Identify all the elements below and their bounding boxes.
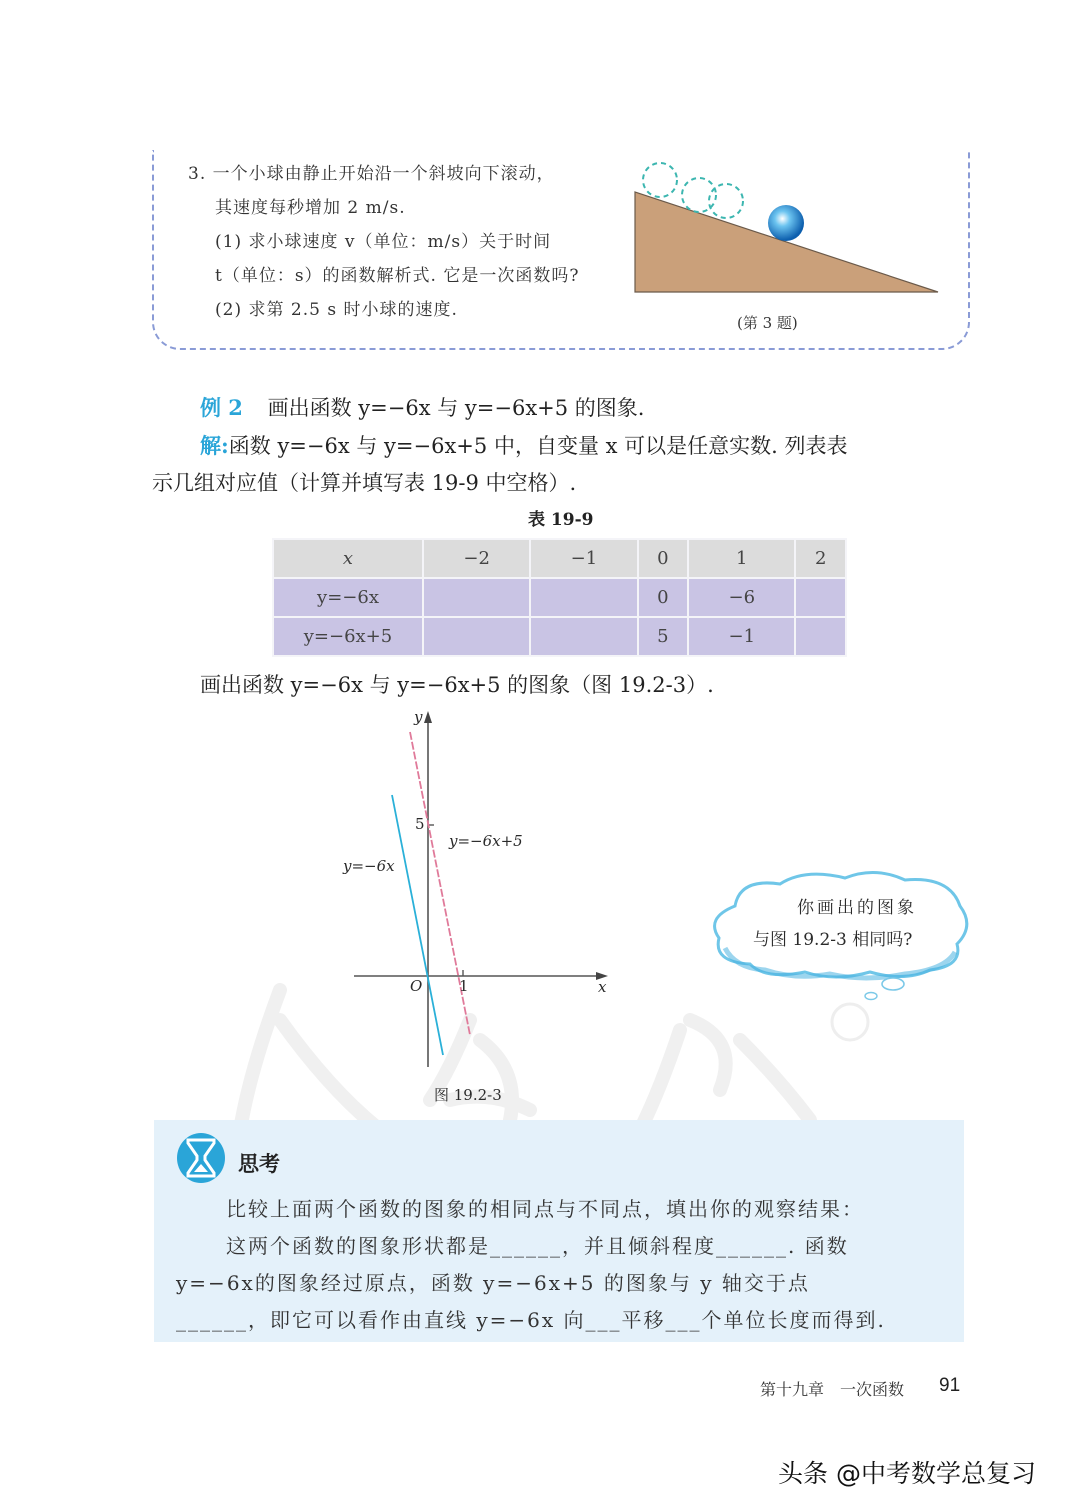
after-table-text: 画出函数 y=−6x 与 y=−6x+5 的图象（图 19.2-3）. <box>200 673 714 697</box>
hourglass-icon <box>176 1132 226 1184</box>
table-cell: y=−6x+5 <box>273 617 423 656</box>
example-statement: 画出函数 y=−6x 与 y=−6x+5 的图象. <box>267 396 645 420</box>
table-cell <box>530 578 637 617</box>
source-credit: 头条 @中考数学总复习 <box>778 1459 1036 1488</box>
bubble-line-1: 你画出的图象 <box>797 898 917 918</box>
think-title: 思考 <box>238 1152 280 1176</box>
table-cell <box>530 617 637 656</box>
solution-line-2: 示几组对应值（计算并填写表 19-9 中空格）. <box>152 471 577 495</box>
chapter-footer: 第十九章 一次函数 <box>760 1380 905 1399</box>
table-title: 表 19-9 <box>528 510 594 530</box>
bubble-line-2: 与图 19.2-3 相同吗? <box>753 930 913 950</box>
solution-line-1 <box>200 430 848 460</box>
exercise-line-1: 3. 一个小球由静止开始沿一个斜坡向下滚动， <box>188 164 555 184</box>
table-header-cell: 0 <box>638 539 689 578</box>
tick-label-x-1: 1 <box>459 977 469 995</box>
exercise-line-5: (2) 求第 2.5 s 时小球的速度. <box>215 300 458 320</box>
value-table <box>272 538 847 657</box>
think-line-3: y=−6x的图象经过原点，函数 y=−6x+5 的图象与 y 轴交于点 <box>176 1271 810 1295</box>
tick-label-y-5: 5 <box>415 815 425 833</box>
table-cell: −1 <box>688 617 795 656</box>
table-cell <box>423 617 530 656</box>
table-header-cell: 2 <box>795 539 846 578</box>
table-cell: 5 <box>638 617 689 656</box>
y-axis-label: y <box>414 708 423 726</box>
think-line-2: 这两个函数的图象形状都是______，并且倾斜程度______. 函数 <box>226 1234 849 1258</box>
table-header-cell: 1 <box>688 539 795 578</box>
table-cell <box>795 578 846 617</box>
origin-label: O <box>410 977 423 995</box>
table-cell <box>795 617 846 656</box>
exercise-line-4: t（单位：s）的函数解析式. 它是一次函数吗? <box>215 266 580 286</box>
table-header-cell: −1 <box>530 539 637 578</box>
exercise-line-3: (1) 求小球速度 v（单位：m/s）关于时间 <box>215 232 552 252</box>
exercise-line-2: 其速度每秒增加 2 m/s. <box>215 198 406 218</box>
line-y-neg6x <box>392 795 443 1055</box>
table-cell: 0 <box>638 578 689 617</box>
think-line-4: ______，即它可以看作由直线 y=−6x 向___平移___个单位长度而得到. <box>176 1308 886 1332</box>
x-axis-label: x <box>598 978 607 996</box>
table-header-cell: x <box>273 539 423 578</box>
table-row <box>273 578 846 617</box>
line1-label: y=−6x <box>343 857 395 875</box>
table-cell: y=−6x <box>273 578 423 617</box>
graph-caption: 图 19.2-3 <box>434 1086 502 1104</box>
solution-label: 解: <box>200 433 229 458</box>
table-cell <box>423 578 530 617</box>
table-header-row <box>273 539 846 578</box>
example-label: 例 2 <box>200 395 243 420</box>
table-cell: −6 <box>688 578 795 617</box>
page-number: 91 <box>939 1375 961 1396</box>
figure-caption-exercise: (第 3 题) <box>737 314 798 332</box>
table-row <box>273 617 846 656</box>
example-heading <box>200 392 644 422</box>
slope-ball-figure <box>630 158 950 303</box>
function-graph <box>340 705 620 1075</box>
line2-label: y=−6x+5 <box>449 832 523 850</box>
table-header-cell: −2 <box>423 539 530 578</box>
think-line-1: 比较上面两个函数的图象的相同点与不同点，填出你的观察结果： <box>226 1197 864 1221</box>
solution-text-1: 函数 y=−6x 与 y=−6x+5 中，自变量 x 可以是任意实数. 列表表 <box>228 434 848 458</box>
